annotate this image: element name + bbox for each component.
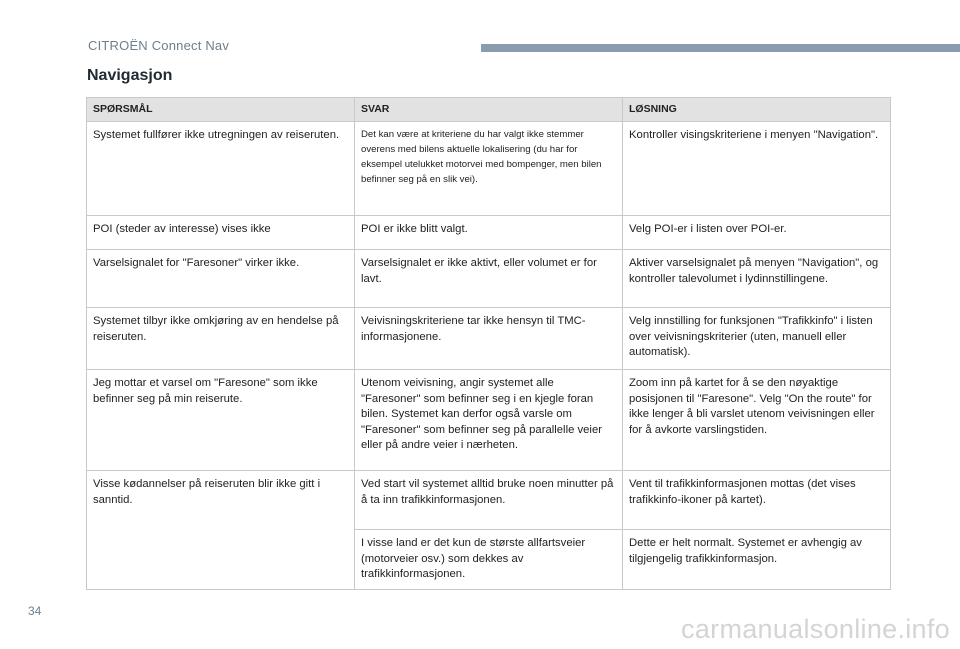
answer-cell: POI er ikke blitt valgt. [355, 216, 623, 250]
solution-cell: Aktiver varselsignalet på menyen "Navigation", og kontroller talevolumet i lydinnstillingene. [623, 250, 891, 308]
answer-cell: Varselsignalet er ikke aktivt, eller volumet er for lavt. [355, 250, 623, 308]
table-row [87, 250, 891, 308]
answer-cell: I visse land er det kun de største allfartsveier (motorveier osv.) som dekkes av trafikkinformasjonen. [355, 530, 623, 590]
table-row [87, 370, 891, 471]
section-title: Navigasjon [87, 67, 173, 84]
answer-cell: Det kan være at kriteriene du har valgt ikke stemmer overens med bilens aktuelle lokalisering (du har for eksempel utelukket motorvei med bompenger, men bilen befinner seg på en slik vei). [355, 122, 623, 216]
page-number: 34 [28, 604, 42, 618]
column-header-answer: SVAR [355, 98, 623, 122]
column-header-solution: LØSNING [623, 98, 891, 122]
table-row [87, 471, 891, 530]
question-cell: Varselsignalet for "Faresoner" virker ikke. [87, 250, 355, 308]
manual-header-title: CITROËN Connect Nav [88, 38, 230, 53]
header-bar [481, 44, 960, 52]
watermark: carmanualsonline.info [681, 614, 950, 644]
question-cell [87, 530, 355, 590]
answer-cell: Utenom veivisning, angir systemet alle "Faresoner" som befinner seg i en kjegle foran bilen. Systemet kan derfor også varsle om "Faresoner" som befinner seg på parallelle veier eller på andre veier i nærheten. [355, 370, 623, 471]
solution-cell: Vent til trafikkinformasjonen mottas (det vises trafikkinfo-ikoner på kartet). [623, 471, 891, 530]
question-cell: Systemet fullfører ikke utregningen av reiseruten. [87, 122, 355, 216]
question-cell: Systemet tilbyr ikke omkjøring av en hendelse på reiseruten. [87, 308, 355, 370]
question-cell: POI (steder av interesse) vises ikke [87, 216, 355, 250]
table-row [87, 122, 891, 216]
table-row [87, 216, 891, 250]
answer-cell: Ved start vil systemet alltid bruke noen minutter på å ta inn trafikkinformasjonen. [355, 471, 623, 530]
faq-table [86, 97, 891, 590]
solution-cell: Velg POI-er i listen over POI-er. [623, 216, 891, 250]
question-cell: Jeg mottar et varsel om "Faresone" som ikke befinner seg på min reiserute. [87, 370, 355, 471]
question-cell: Visse kødannelser på reiseruten blir ikke gitt i sanntid. [87, 471, 355, 530]
table-row [87, 530, 891, 590]
answer-cell: Veivisningskriteriene tar ikke hensyn til TMC-informasjonene. [355, 308, 623, 370]
solution-cell: Kontroller visingskriteriene i menyen "Navigation". [623, 122, 891, 216]
table-row [87, 308, 891, 370]
column-header-question: SPØRSMÅL [87, 98, 355, 122]
table-header-row [87, 98, 891, 122]
solution-cell: Zoom inn på kartet for å se den nøyaktige posisjonen til "Faresone". Velg "On the route" for ikke lenger å bli varslet utenom veivisningen eller for å avkorte varslingstiden. [623, 370, 891, 471]
solution-cell: Velg innstilling for funksjonen "Trafikkinfo" i listen over veivisningskriterier (uten, manuell eller automatisk). [623, 308, 891, 370]
solution-cell: Dette er helt normalt. Systemet er avhengig av tilgjengelig trafikkinformasjon. [623, 530, 891, 590]
